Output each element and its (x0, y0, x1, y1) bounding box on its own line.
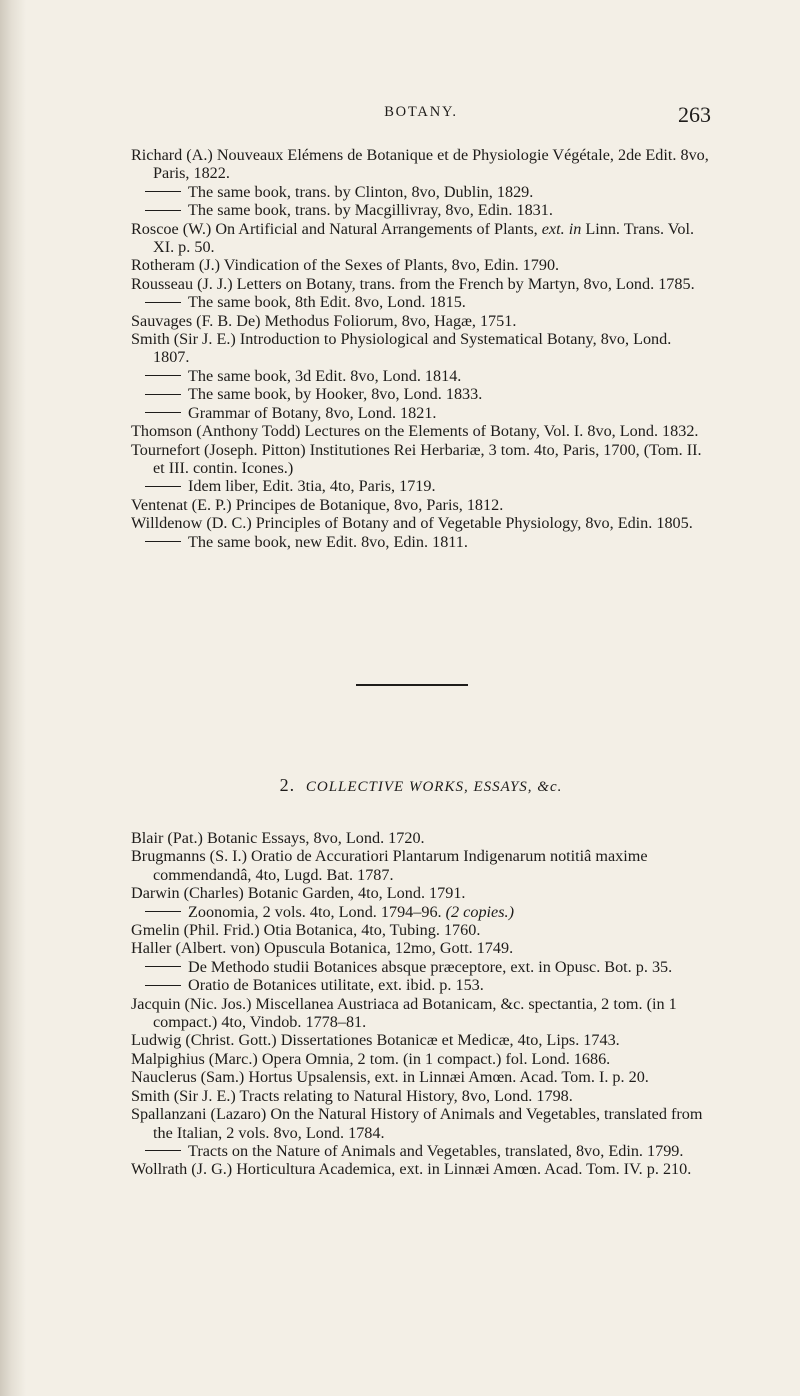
bibliography-entry (131, 220, 711, 257)
bibliography-list-general (131, 146, 711, 551)
entry-text: Thomson (Anthony Todd) Lectures on the Elements of Botany, Vol. I. 8vo, Lond. 1832. (131, 422, 699, 441)
ditto-dash (145, 191, 181, 192)
bibliography-entry (131, 1087, 711, 1105)
bibliography-entry (131, 256, 711, 274)
bibliography-entry (131, 1031, 711, 1049)
entry-text: Rotheram (J.) Vindication of the Sexes of Plants, 8vo, Edin. 1790. (131, 256, 560, 275)
entry-text: Haller (Albert. von) Opuscula Botanica, 12mo, Gott. 1749. (131, 939, 514, 958)
bibliography-entry (131, 146, 711, 183)
entry-text: Idem liber, Edit. 3tia, 4to, Paris, 1719. (188, 477, 436, 496)
entry-text: Willdenow (D. C.) Principles of Botany and of Vegetable Physiology, 8vo, Edin. 1805. (131, 514, 693, 533)
entry-text: The same book, by Hooker, 8vo, Lond. 1833. (188, 385, 483, 404)
entry-text: Malpighius (Marc.) Opera Omnia, 2 tom. (in 1 compact.) fol. Lond. 1686. (131, 1049, 611, 1068)
entry-text: The same book, 3d Edit. 8vo, Lond. 1814. (188, 366, 462, 385)
entry-text: Smith (Sir J. E.) Tracts relating to Natural History, 8vo, Lond. 1798. (131, 1086, 573, 1105)
entry-text: Oratio de Botanices utilitate, ext. ibid. p. 153. (188, 976, 484, 995)
ditto-dash (145, 210, 181, 211)
entry-text: The same book, new Edit. 8vo, Edin. 1811. (188, 532, 468, 551)
entry-text: Darwin (Charles) Botanic Garden, 4to, Lond. 1791. (131, 884, 466, 903)
bibliography-entry-ditto (131, 201, 711, 219)
ditto-dash (145, 302, 181, 303)
entry-text-italic: (2 copies.) (445, 902, 514, 921)
bibliography-entry (131, 829, 711, 847)
entry-text: Smith (Sir J. E.) Introduction to Physiological and Systematical Botany, 8vo, Lond. 1807. (131, 330, 672, 367)
entry-text: Zoonomia, 2 vols. 4to, Lond. 1794–96. (188, 902, 446, 921)
bibliography-entry (131, 921, 711, 939)
bibliography-entry-ditto (131, 958, 711, 976)
bibliography-entry-ditto (131, 293, 711, 311)
entry-text: Grammar of Botany, 8vo, Lond. 1821. (188, 403, 437, 422)
entry-text: Linn. Trans. Vol. XI. p. 50. (153, 219, 695, 257)
bibliography-entry-ditto (131, 404, 711, 422)
bibliography-entry (131, 312, 711, 330)
bibliography-entry-ditto (131, 183, 711, 201)
section-title: COLLECTIVE WORKS, ESSAYS, &c. (305, 779, 563, 795)
entry-text: Rousseau (J. J.) Letters on Botany, trans. from the French by Martyn, 8vo, Lond. 1785. (131, 274, 695, 293)
entry-text: The same book, trans. by Clinton, 8vo, Dublin, 1829. (188, 182, 534, 201)
entry-text: Ventenat (E. P.) Principes de Botanique, 8vo, Paris, 1812. (131, 495, 504, 514)
ditto-dash (145, 985, 181, 986)
entry-text-italic: ext. in (541, 219, 582, 238)
bibliography-entry-ditto (131, 976, 711, 994)
section-heading (131, 775, 711, 796)
entry-text: Nauclerus (Sam.) Hortus Upsalensis, ext. in Linnæi Amœn. Acad. Tom. I. p. 20. (131, 1068, 649, 1087)
ditto-dash (145, 541, 181, 542)
entry-text: Wollrath (J. G.) Horticultura Academica, ext. in Linnæi Amœn. Acad. Tom. IV. p. 210. (131, 1160, 692, 1179)
page-header (131, 102, 711, 136)
bibliography-entry (131, 441, 711, 478)
bibliography-entry (131, 422, 711, 440)
entry-text: Tracts on the Nature of Animals and Vegetables, translated, 8vo, Edin. 1799. (188, 1141, 684, 1160)
entry-text: Spallanzani (Lazaro) On the Natural History of Animals and Vegetables, translated from the Italian, 2 vols. 8vo, Lond. 1784. (131, 1105, 703, 1142)
bibliography-entry (131, 884, 711, 902)
bibliography-entry-ditto (131, 903, 711, 921)
bibliography-entry (131, 330, 711, 367)
bibliography-entry (131, 1160, 711, 1178)
bibliography-entry (131, 496, 711, 514)
ditto-dash (145, 1150, 181, 1151)
ditto-dash (145, 394, 181, 395)
bibliography-entry-ditto (131, 385, 711, 403)
entry-text: Sauvages (F. B. De) Methodus Foliorum, 8vo, Hagæ, 1751. (131, 311, 517, 330)
entry-text: Jacquin (Nic. Jos.) Miscellanea Austriaca ad Botanicam, &c. spectantia, 2 tom. (in 1 compact.) 4to, Vindob. 1778–81. (131, 994, 677, 1032)
ditto-dash (145, 375, 181, 376)
entry-text: Brugmanns (S. I.) Oratio de Accuratiori Plantarum Indigenarum notitiâ maxime commendandâ, 4to, Lugd. Bat. 1787. (131, 847, 648, 884)
section-number: 2. (279, 775, 296, 795)
entry-text: Ludwig (Christ. Gott.) Dissertationes Botanicæ et Medicæ, 4to, Lips. 1743. (131, 1031, 620, 1050)
section-divider (356, 684, 468, 686)
entry-text: The same book, 8th Edit. 8vo, Lond. 1815. (188, 293, 466, 312)
entry-text: Blair (Pat.) Botanic Essays, 8vo, Lond. 1720. (131, 829, 425, 847)
entry-text: De Methodo studii Botanices absque præceptore, ext. in Opusc. Bot. p. 35. (188, 957, 673, 976)
entry-text: Gmelin (Phil. Frid.) Otia Botanica, 4to, Tubing. 1760. (131, 921, 481, 940)
bibliography-entry (131, 275, 711, 293)
bibliography-entry (131, 995, 711, 1032)
bibliography-entry-ditto (131, 533, 711, 551)
bibliography-entry-ditto (131, 1142, 711, 1160)
bibliography-list-collective-works (131, 829, 711, 1179)
ditto-dash (145, 966, 181, 967)
ditto-dash (145, 911, 181, 912)
bibliography-entry (131, 1050, 711, 1068)
bibliography-entry (131, 1068, 711, 1086)
entry-text: Richard (A.) Nouveaux Elémens de Botanique et de Physiologie Végétale, 2de Edit. 8vo, Paris, 1822. (131, 146, 709, 183)
ditto-dash (145, 412, 181, 413)
running-title: BOTANY. (384, 104, 458, 120)
entry-text: The same book, trans. by Macgillivray, 8vo, Edin. 1831. (188, 201, 553, 220)
page-number: 263 (678, 102, 711, 127)
bibliography-entry (131, 939, 711, 957)
bibliography-entry (131, 1105, 711, 1142)
entry-text: Roscoe (W.) On Artificial and Natural Arrangements of Plants, (131, 219, 542, 238)
bibliography-entry (131, 514, 711, 532)
book-gutter-shadow (0, 0, 26, 1396)
bibliography-entry-ditto (131, 367, 711, 385)
bibliography-entry-ditto (131, 477, 711, 495)
ditto-dash (145, 486, 181, 487)
bibliography-entry (131, 847, 711, 884)
entry-text: Tournefort (Joseph. Pitton) Institutiones Rei Herbariæ, 3 tom. 4to, Paris, 1700, (Tom. II. et III. contin. Icones.) (131, 440, 702, 477)
